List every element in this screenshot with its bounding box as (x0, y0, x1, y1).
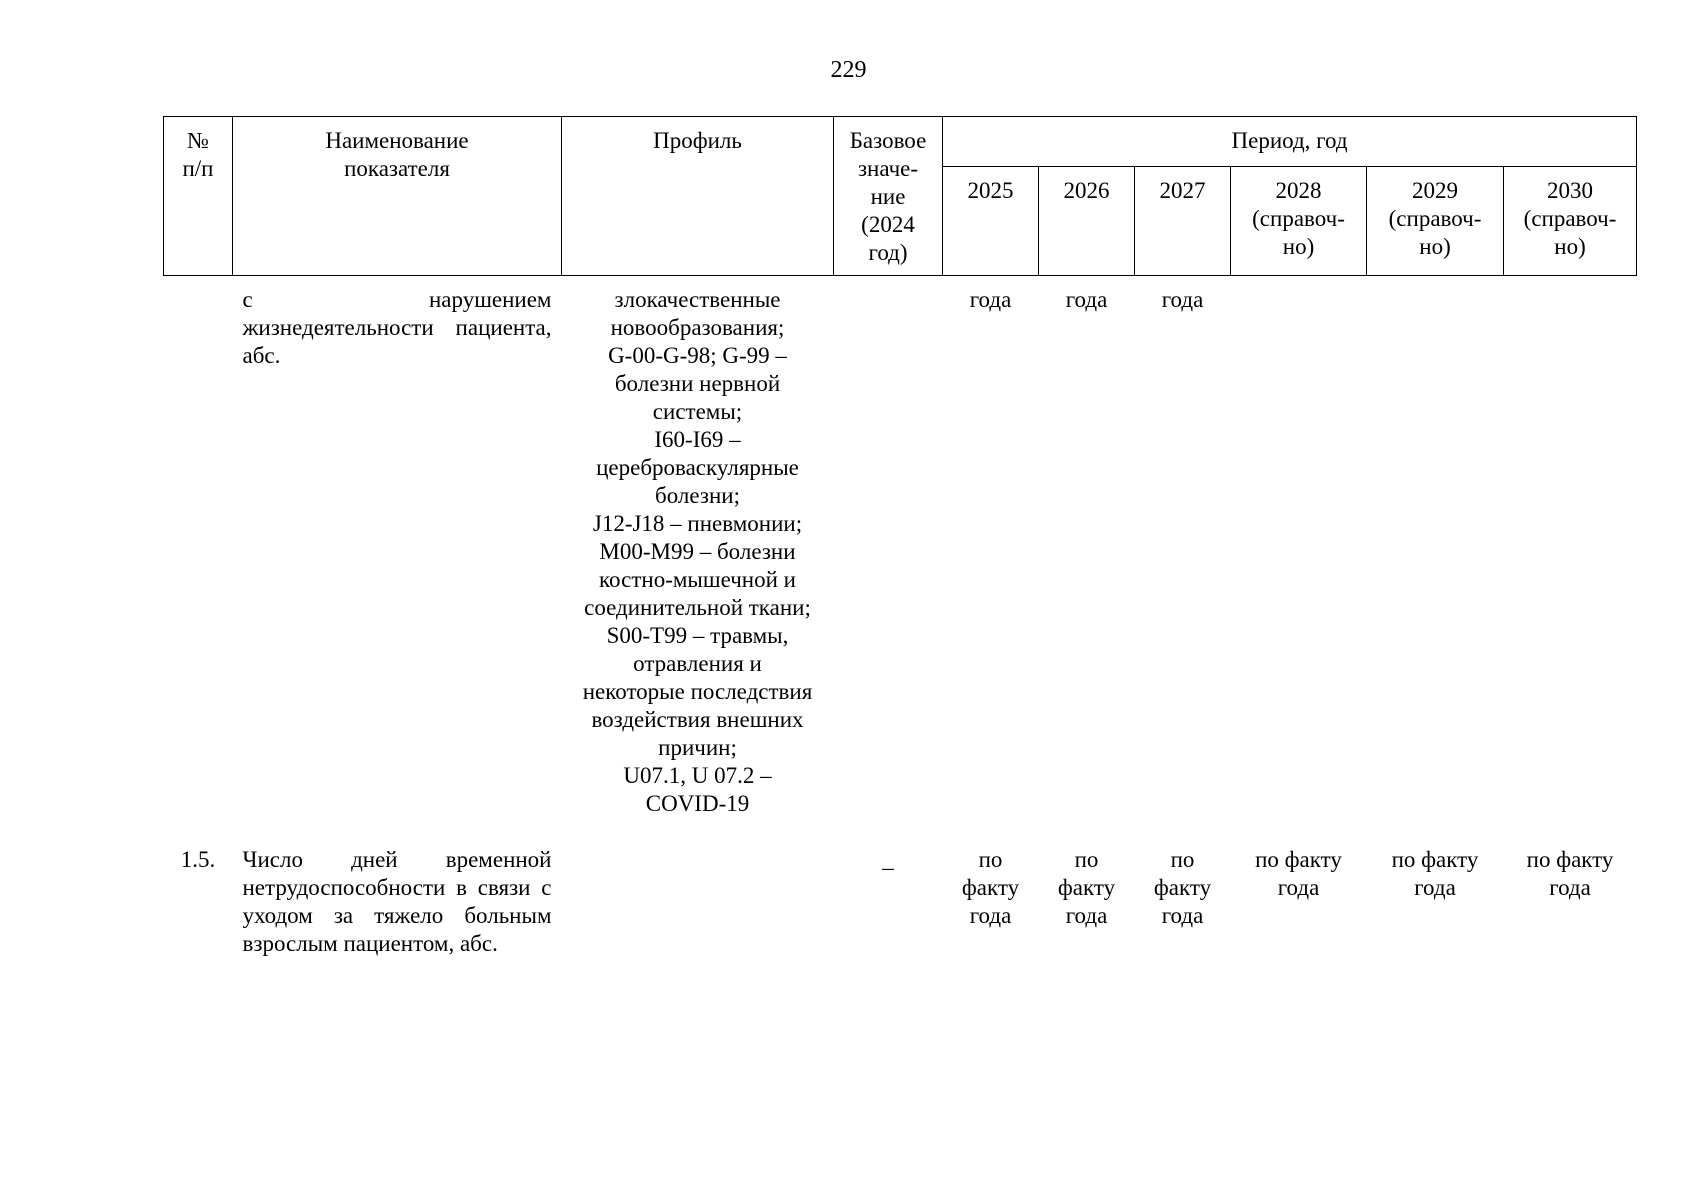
year-cell-2028: по факту года (1255, 847, 1342, 900)
header-name: Наименование показателя (233, 117, 562, 276)
indicator-name: Число дней временной нетрудоспособности в связи с уходом за тяжело больным взрослым пациентом, абс. (242, 847, 552, 956)
year-cell-2028 (1231, 276, 1367, 827)
indicator-table (163, 116, 1637, 966)
page-number: 229 (830, 57, 867, 83)
year-cell-2030 (1504, 276, 1637, 827)
header-row-1 (164, 117, 1637, 167)
table-row (164, 826, 1637, 966)
header-num: № п/п (164, 117, 233, 276)
profile-cell: злокачественные новообразования; G-00-G-98; G-99 – болезни нервной системы; I60-I69 – цереброваскулярные болезни; J12-J18 – пневмонии; M00-M99 – болезни костно-мышечной и соединительной ткани; S00-T99 – травмы, отравления и некоторые последствия воздействия внешних причин; U07.1, U 07.2 – COVID-19 (582, 287, 813, 816)
year-cell-2027: года (1161, 287, 1204, 312)
table-row (164, 276, 1637, 827)
header-year-2029: 2029 (справоч- но) (1367, 166, 1504, 275)
row-number: 1.5. (180, 847, 216, 872)
row-number (164, 276, 233, 827)
header-year-2025: 2025 (943, 166, 1039, 275)
indicator-name: с нарушением жизнедеятельности пациента, абс. (242, 287, 552, 368)
base-value-cell: _ (882, 847, 894, 872)
header-year-2026: 2026 (1039, 166, 1135, 275)
year-cell-2026: по факту года (1057, 847, 1116, 928)
header-year-2027: 2027 (1135, 166, 1231, 275)
year-cell-2030: по факту года (1526, 847, 1614, 900)
header-base-value: Базовое значе- ние (2024 год) (834, 117, 943, 276)
year-cell-2025: по факту года (961, 847, 1020, 928)
base-value-cell (834, 276, 943, 827)
header-period: Период, год (943, 117, 1637, 167)
profile-cell (562, 826, 834, 966)
header-year-2030: 2030 (справоч- но) (1504, 166, 1637, 275)
header-year-2028: 2028 (справоч- но) (1231, 166, 1367, 275)
header-profile: Профиль (562, 117, 834, 276)
year-cell-2025: года (969, 287, 1012, 312)
year-cell-2027: по факту года (1153, 847, 1212, 928)
year-cell-2029: по факту года (1391, 847, 1479, 900)
year-cell-2029 (1367, 276, 1504, 827)
year-cell-2026: года (1065, 287, 1108, 312)
